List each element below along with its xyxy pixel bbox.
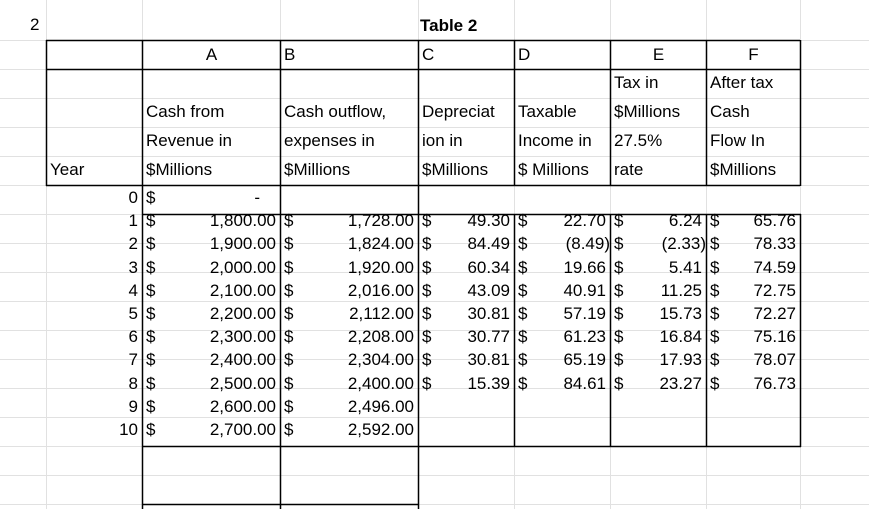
currency-symbol: $ [614,257,624,277]
currency-symbol: $ [422,304,432,323]
value-cell-d[interactable] [514,258,610,280]
currency-symbol: $ [422,350,432,370]
cell-value: 61.23 [563,327,606,347]
cell-value: 2,016.00 [347,280,414,300]
header-f-line2: Cash [710,102,750,121]
cell-value: 15.39 [467,373,510,393]
currency-symbol: $ [518,280,528,300]
header-d-line2: Income in [518,131,592,150]
value-cell-e[interactable] [610,234,706,256]
header-e-line3: 27.5% [614,131,663,150]
value-cell-f[interactable] [706,211,800,233]
header-a-line2: Revenue in [146,131,233,150]
cell-value: 2,000.00 [209,257,276,277]
value-cell-b[interactable] [280,211,418,233]
currency-symbol: $ [146,234,156,254]
currency-symbol: $ [710,327,720,347]
value-cell-c[interactable] [418,397,514,419]
cell-value: 30.81 [467,350,510,370]
currency-symbol: $ [146,257,156,277]
cell-value: 72.75 [753,280,796,300]
value-cell-e[interactable] [610,188,706,210]
cell-value: 72.27 [753,304,796,323]
year-cell[interactable]: 7 [128,350,138,370]
cell-value: 43.09 [467,280,510,300]
year-cell[interactable]: 2 [128,234,138,254]
currency-symbol: $ [518,234,528,254]
value-cell-f[interactable] [706,350,800,372]
col-letter-e[interactable]: E [652,45,665,64]
value-cell-e[interactable] [610,327,706,349]
currency-symbol: $ [614,280,624,300]
value-cell-a[interactable] [142,350,280,372]
value-cell-a[interactable] [142,281,280,303]
header-b-line3: $Millions [284,160,351,179]
cell-value: 1,800.00 [209,211,276,231]
currency-symbol: $ [284,211,294,231]
row-label: 2 [30,15,40,34]
value-cell-c[interactable] [418,188,514,210]
currency-symbol: $ [614,234,624,254]
cell-value: 19.66 [563,257,606,277]
header-e-line4: rate [614,160,644,179]
currency-symbol: $ [284,234,294,254]
currency-symbol: $ [284,420,294,439]
value-cell-e[interactable] [610,374,706,396]
currency-symbol: $ [146,211,156,231]
value-cell-e[interactable] [610,304,706,326]
cell-value: 2,592.00 [347,420,414,439]
value-cell-d[interactable] [514,188,610,210]
value-cell-a[interactable] [142,397,280,419]
currency-symbol: $ [146,420,156,439]
cell-value: 2,496.00 [347,396,414,416]
cell-value: 60.34 [467,257,510,277]
cell-value: 2,500.00 [209,373,276,393]
header-year: Year [50,160,85,179]
value-cell-b[interactable] [280,397,418,419]
currency-symbol: $ [710,304,720,323]
value-cell-c[interactable] [418,281,514,303]
cell-value: 2,300.00 [209,327,276,347]
cell-value: 22.70 [563,211,606,231]
currency-symbol: $ [422,234,432,254]
cell-value: 1,728.00 [347,211,414,231]
cell-value: 74.59 [753,257,796,277]
currency-symbol: $ [518,304,528,323]
value-cell-b[interactable] [280,350,418,372]
currency-symbol: $ [518,373,528,393]
header-e-line1: Tax in [614,73,659,92]
header-c-line1: Depreciat [422,102,495,121]
cell-value: 1,824.00 [347,234,414,254]
value-cell-a[interactable] [142,258,280,280]
year-cell[interactable]: 9 [128,396,138,416]
header-c-line2: ion in [422,131,463,150]
cell-value: 65.76 [753,211,796,231]
value-cell-d[interactable] [514,327,610,349]
value-cell-e[interactable] [610,350,706,372]
value-cell-e[interactable] [610,420,706,442]
currency-symbol: $ [614,350,624,370]
cell-value: 2,400.00 [347,373,414,393]
currency-symbol: $ [614,304,624,323]
year-cell[interactable]: 1 [128,211,138,231]
value-cell-c[interactable] [418,420,514,442]
cell-value: 49.30 [467,211,510,231]
header-e-line2: $Millions [614,102,681,121]
value-cell-a[interactable] [142,304,280,326]
value-cell-e[interactable] [610,281,706,303]
cell-value: 2,100.00 [209,280,276,300]
cell-value: 1,900.00 [209,234,276,254]
value-cell-d[interactable] [514,397,610,419]
currency-symbol: $ [422,280,432,300]
cell-value: 17.93 [659,350,702,370]
header-d-line1: Taxable [518,102,577,121]
currency-symbol: $ [518,327,528,347]
currency-symbol: $ [422,327,432,347]
value-cell-f[interactable] [706,258,800,280]
header-a-line1: Cash from [146,102,225,121]
value-cell-d[interactable] [514,281,610,303]
value-cell-c[interactable] [418,234,514,256]
cell-value: (2.33) [661,234,706,254]
value-cell-e[interactable] [610,397,706,419]
cell-value: 1,920.00 [347,257,414,277]
currency-symbol: $ [422,211,432,231]
header-f-line1: After tax [710,73,774,92]
col-letter-c[interactable]: C [422,45,435,64]
cell-value: 78.33 [753,234,796,254]
header-b-line1: Cash outflow, [284,102,387,121]
value-cell-e[interactable] [610,211,706,233]
cell-value: 57.19 [563,304,606,323]
value-cell-a[interactable] [142,327,280,349]
col-letter-b[interactable]: B [284,45,296,64]
value-cell-a[interactable] [142,188,280,210]
cell-value: 5.41 [668,257,702,277]
value-cell-f[interactable] [706,281,800,303]
value-cell-a[interactable] [142,420,280,442]
header-d-line3: $ Millions [518,160,589,179]
value-cell-b[interactable] [280,234,418,256]
currency-symbol: $ [146,350,156,370]
year-cell[interactable]: 8 [128,373,138,393]
value-cell-e[interactable] [610,258,706,280]
value-cell-d[interactable] [514,374,610,396]
value-cell-b[interactable] [280,327,418,349]
cell-value: 2,600.00 [209,396,276,416]
value-cell-c[interactable] [418,327,514,349]
cell-value: (8.49) [565,234,610,254]
cell-value: 2,112.00 [349,304,414,323]
currency-symbol: $ [518,257,528,277]
col-letter-f[interactable]: F [748,45,759,64]
cell-value: 30.77 [467,327,510,347]
currency-symbol: $ [614,211,624,231]
value-cell-f[interactable] [706,397,800,419]
year-cell[interactable]: 6 [128,327,138,347]
cell-value: 23.27 [659,373,702,393]
cell-value: 76.73 [753,373,796,393]
value-cell-b[interactable] [280,304,418,326]
currency-symbol: $ [422,257,432,277]
cell-value: 6.24 [668,211,702,231]
value-cell-d[interactable] [514,420,610,442]
currency-symbol: $ [284,373,294,393]
currency-symbol: $ [710,234,720,254]
currency-symbol: $ [710,350,720,370]
header-b-line2: expenses in [284,131,375,150]
table-title: Table 2 [420,16,478,35]
currency-symbol: $ [284,350,294,370]
currency-symbol: $ [422,373,432,393]
cell-value: 11.25 [660,280,702,300]
value-cell-a[interactable] [142,211,280,233]
currency-symbol: $ [146,327,156,347]
header-c-line3: $Millions [422,160,489,179]
cell-value: 2,304.00 [347,350,414,370]
header-a-line3: $Millions [146,160,213,179]
col-letter-a[interactable]: A [205,45,218,64]
currency-symbol: $ [284,396,294,416]
currency-symbol: $ [614,373,624,393]
year-cell[interactable]: 5 [128,304,138,323]
year-cell[interactable]: 10 [119,420,138,439]
value-cell-c[interactable] [418,211,514,233]
value-cell-d[interactable] [514,234,610,256]
value-cell-f[interactable] [706,188,800,210]
value-cell-f[interactable] [706,327,800,349]
currency-symbol: $ [146,188,156,207]
currency-symbol: $ [710,257,720,277]
cell-value: - [254,188,260,207]
currency-symbol: $ [284,280,294,300]
value-cell-b[interactable] [280,420,418,442]
value-cell-f[interactable] [706,304,800,326]
cell-value: 65.19 [563,350,606,370]
currency-symbol: $ [518,211,528,231]
cell-value: 75.16 [753,327,796,347]
cell-value: 2,700.00 [209,420,276,439]
cell-value: 2,400.00 [209,350,276,370]
value-cell-c[interactable] [418,258,514,280]
currency-symbol: $ [146,304,156,323]
currency-symbol: $ [710,211,720,231]
currency-symbol: $ [710,373,720,393]
cell-value: 84.49 [467,234,510,254]
cell-value: 30.81 [467,304,510,323]
value-cell-b[interactable] [280,188,418,210]
value-cell-a[interactable] [142,234,280,256]
year-cell[interactable]: 3 [128,257,138,277]
value-cell-b[interactable] [280,374,418,396]
value-cell-f[interactable] [706,420,800,442]
currency-symbol: $ [710,280,720,300]
value-cell-c[interactable] [418,350,514,372]
cell-value: 2,208.00 [347,327,414,347]
cell-value: 16.84 [659,327,702,347]
cell-value: 15.73 [659,304,702,323]
year-cell[interactable]: 4 [128,280,138,300]
value-cell-b[interactable] [280,281,418,303]
cell-value: 2,200.00 [209,304,276,323]
header-f-line3: Flow In [710,131,765,150]
currency-symbol: $ [146,280,156,300]
currency-symbol: $ [284,304,294,323]
cell-value: 84.61 [563,373,606,393]
cell-value: 78.07 [753,350,796,370]
header-f-line4: $Millions [710,160,777,179]
currency-symbol: $ [518,350,528,370]
value-cell-d[interactable] [514,350,610,372]
currency-symbol: $ [146,373,156,393]
currency-symbol: $ [284,257,294,277]
value-cell-a[interactable] [142,374,280,396]
value-cell-b[interactable] [280,258,418,280]
currency-symbol: $ [614,327,624,347]
value-cell-c[interactable] [418,304,514,326]
currency-symbol: $ [284,327,294,347]
cell-value: 40.91 [563,280,606,300]
year-cell[interactable]: 0 [128,188,138,207]
currency-symbol: $ [146,396,156,416]
value-cell-c[interactable] [418,374,514,396]
value-cell-d[interactable] [514,304,610,326]
value-cell-f[interactable] [706,234,800,256]
value-cell-f[interactable] [706,374,800,396]
value-cell-d[interactable] [514,211,610,233]
col-letter-d[interactable]: D [518,45,531,64]
